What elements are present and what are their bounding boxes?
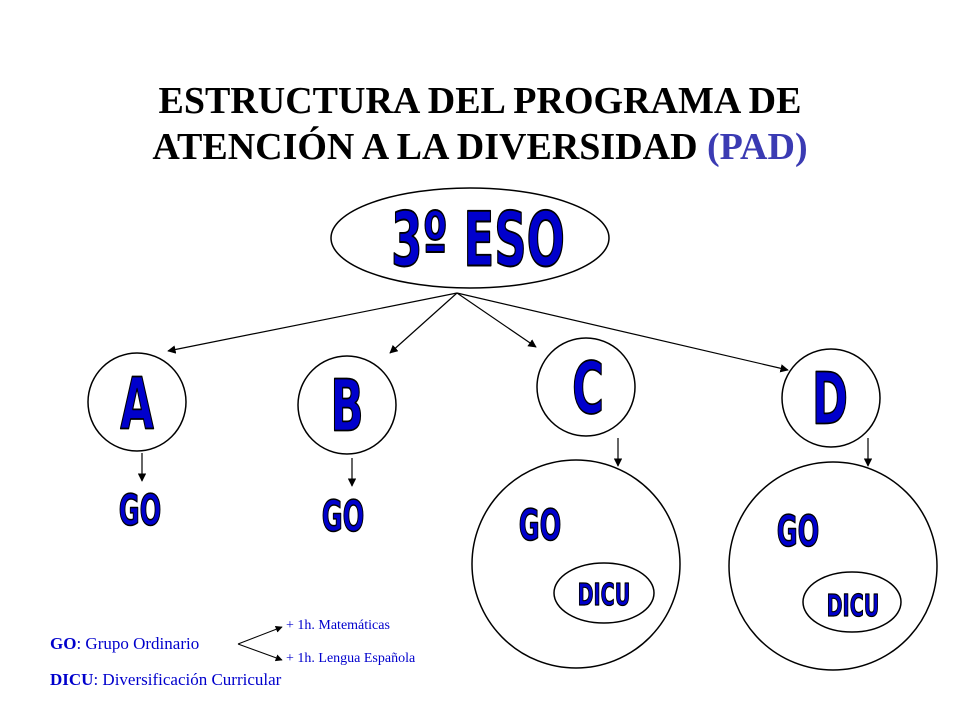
arrow-to-c xyxy=(457,293,536,347)
group-circle-d-expanded xyxy=(729,462,937,670)
arrow-to-a xyxy=(168,293,457,351)
title-line-1: ESTRUCTURA DEL PROGRAMA DE xyxy=(158,80,802,122)
go-label-a: GO xyxy=(118,486,162,536)
legend-extra-lengua: + 1h. Lengua Española xyxy=(286,651,416,666)
legend-dicu xyxy=(50,670,281,690)
legend-arrow-down xyxy=(238,644,282,660)
group-label-c: C xyxy=(572,346,604,430)
legend-extra-math: + 1h. Matemáticas xyxy=(286,618,390,633)
go-label-b: GO xyxy=(321,492,365,542)
go-label-d: GO xyxy=(776,507,820,557)
legend-go-abbr: GO xyxy=(50,634,77,653)
legend-go-text: : Grupo Ordinario xyxy=(76,634,200,653)
arrow-to-b xyxy=(390,293,457,353)
root-label: 3º ESO xyxy=(391,196,565,284)
legend-dicu-text: : Diversificación Curricular xyxy=(93,670,282,689)
arrow-to-d xyxy=(457,293,788,370)
legend-dicu-abbr: DICU xyxy=(50,670,94,689)
group-circle-c-expanded xyxy=(472,460,680,668)
group-label-d: D xyxy=(811,356,849,441)
legend-arrow-up xyxy=(238,627,282,644)
group-label-a: A xyxy=(120,362,154,446)
legend-go xyxy=(50,634,199,654)
go-label-c: GO xyxy=(518,501,562,551)
dicu-label-c: DICU xyxy=(577,577,631,613)
dicu-label-d: DICU xyxy=(826,588,880,624)
title-line-2: ATENCIÓN A LA DIVERSIDAD xyxy=(152,126,698,168)
group-label-b: B xyxy=(330,363,364,448)
title-accent: (PAD) xyxy=(707,126,808,168)
